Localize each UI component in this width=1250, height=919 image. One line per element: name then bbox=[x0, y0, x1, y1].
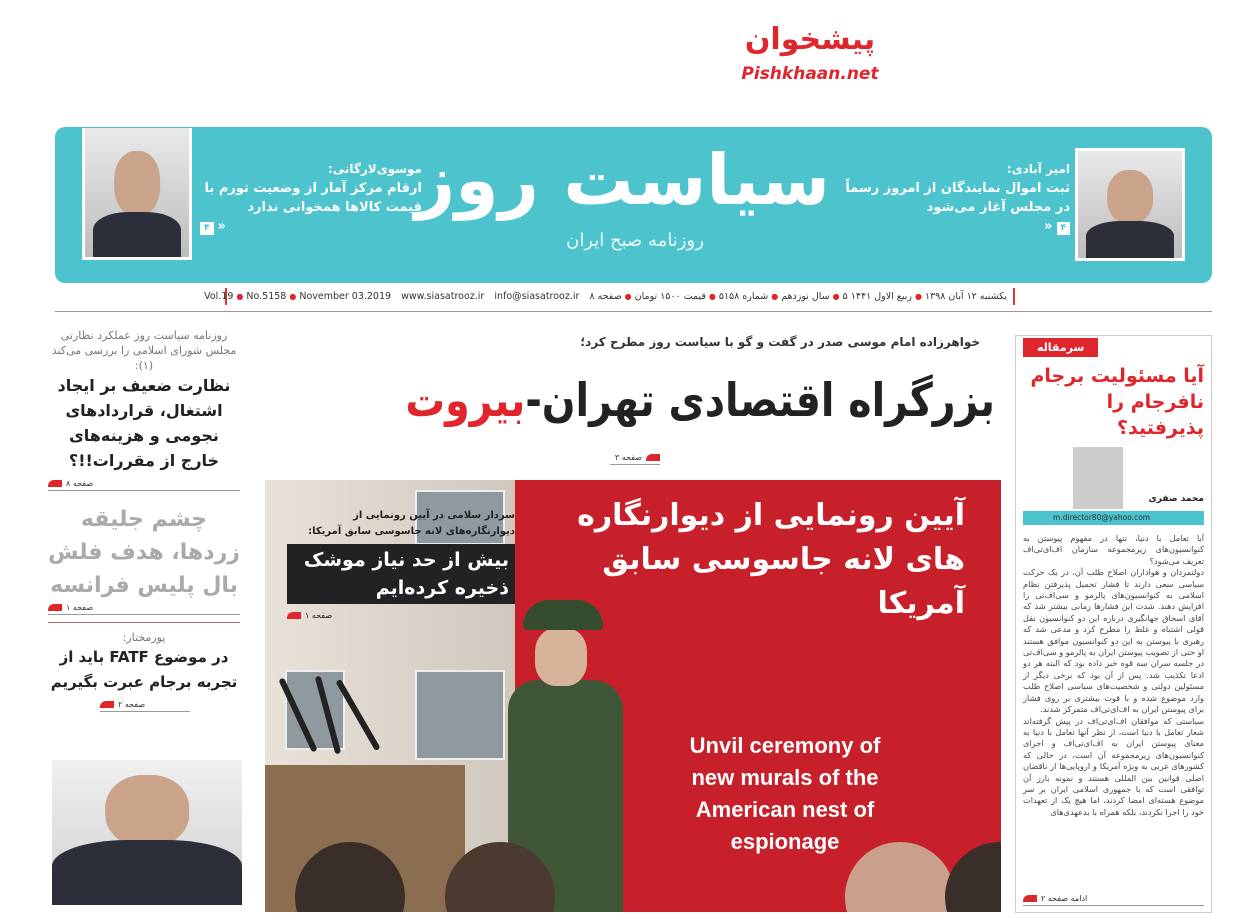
page-marker-icon bbox=[48, 604, 62, 611]
author-email: m.director80@yahoo.com bbox=[1023, 511, 1204, 525]
editorial-body bbox=[1023, 533, 1204, 889]
left-story-page bbox=[200, 220, 422, 235]
email-link[interactable]: info@siasatrooz.ir bbox=[494, 291, 580, 302]
story-title: در موضوع FATF باید از تجربه برجام عبرت بگیریم bbox=[50, 648, 238, 691]
photo-headline: بیش از حد نیاز موشک ذخیره کرده‌ایم bbox=[287, 544, 515, 604]
double-chevron-icon: « bbox=[1044, 219, 1053, 234]
pourmokhtar-photo bbox=[52, 760, 242, 905]
left-column bbox=[48, 328, 240, 712]
author-block bbox=[1023, 447, 1204, 525]
wall-text-fa: آیین رونمایی از دیوارنگاره های لانه جاسوسی سابق آمریکا bbox=[577, 498, 965, 621]
watermark-fa: پیشخوان bbox=[744, 22, 876, 57]
price: قیمت ۱۵۰۰ تومان bbox=[634, 291, 706, 302]
mousavi-photo bbox=[82, 128, 192, 260]
author-name: محمد صفری bbox=[1148, 494, 1204, 504]
headline-red: بیروت bbox=[405, 373, 526, 427]
story-title: ارقام مرکز آمار از وضعیت تورم با قیمت کالاها همخوانی ندارد bbox=[204, 181, 422, 215]
volume: Vol.19 bbox=[204, 291, 234, 302]
pishkhan-watermark bbox=[700, 18, 920, 113]
left-story-3[interactable] bbox=[48, 630, 240, 712]
date-fa: یکشنبه ۱۲ آبان ۱۳۹۸ bbox=[924, 291, 1007, 302]
headline-main: بزرگراه اقتصادی تهران- bbox=[525, 373, 995, 427]
wall-text-en: Unvil ceremony of new murals of the American nest of espionage bbox=[689, 733, 881, 854]
pages: ۸ صفحه bbox=[589, 291, 622, 302]
page-tag: ۴ bbox=[200, 222, 214, 235]
story-kicker: روزنامه سیاست روز عملکرد نظارتی مجلس شورای اسلامی را بررسی می‌کند (۱): bbox=[51, 329, 237, 372]
left-story-2[interactable] bbox=[48, 503, 240, 615]
lead-page-ref[interactable] bbox=[610, 452, 660, 465]
story-speaker: موسوی‌لارگانی: bbox=[327, 162, 422, 176]
story-title: چشم جلیقه زردها، هدف فلش بال پلیس فرانسه bbox=[48, 507, 240, 598]
continue-label: ادامه صفحه ۲ bbox=[1041, 894, 1088, 903]
watermark-en: Pishkhaan.net bbox=[741, 64, 879, 84]
lead-headline[interactable] bbox=[359, 358, 995, 442]
page-marker-icon bbox=[287, 612, 301, 619]
page-label: صفحه ۲ bbox=[118, 700, 146, 709]
masthead-title: سیاست روز bbox=[414, 139, 830, 221]
story-title: نظارت ضعیف بر ایجاد اشتغال، قراردادهای نجومی و هزینه‌های خارج از مقررات!!؟ bbox=[57, 376, 231, 470]
author-photo bbox=[1073, 447, 1123, 509]
date-hijri: ۵ ربیع الاول ۱۴۴۱ bbox=[842, 291, 912, 302]
page-label: صفحه ۳ bbox=[614, 453, 642, 462]
issue-no: No.5158 bbox=[246, 291, 287, 302]
story-kicker: پورمختار: bbox=[122, 631, 166, 644]
paragraph: آیا تعامل با دنیا، تنها در مفهوم پیوستن به کنوانسیون‌های زیرمجموعه سازمان اف‌ای‌تی‌اف تعریف می‌شود؟ bbox=[1023, 533, 1204, 566]
masthead-logo bbox=[414, 132, 830, 278]
double-chevron-icon: » bbox=[217, 219, 226, 234]
masthead-subtitle: روزنامه صبح ایران bbox=[566, 230, 704, 251]
page-tag: ۴ bbox=[1057, 222, 1071, 235]
page-label: صفحه ۱ bbox=[66, 603, 94, 612]
issue: شماره ۵۱۵۸ bbox=[718, 291, 769, 302]
website-link[interactable]: www.siasatrooz.ir bbox=[401, 291, 485, 302]
page-marker-icon bbox=[100, 701, 114, 708]
story-title: ثبت اموال نمایندگان از امروز رسماً در مجلس آغاز می‌شود bbox=[845, 181, 1070, 215]
page-label: صفحه ۸ bbox=[66, 479, 94, 488]
page-ref[interactable] bbox=[100, 699, 190, 712]
lead-kicker: خواهرزاده امام موسی صدر در گفت و گو با سیاست روز مطرح کرد؛ bbox=[580, 335, 980, 349]
page-marker-icon bbox=[646, 454, 660, 461]
divider bbox=[55, 311, 1212, 312]
lead-photo bbox=[265, 480, 1001, 912]
editorial-label: سرمقاله bbox=[1023, 338, 1098, 357]
amirabadi-photo bbox=[1075, 148, 1185, 261]
story-speaker: امیر آبادی: bbox=[1006, 162, 1070, 176]
header-right-story[interactable] bbox=[845, 160, 1070, 235]
paragraph: دولتمردان و هواداران اصلاح طلب آن، در یک حرکت سیاسی سعی دارند تا فشار تحمیل پذیرفتن نظام اسلامی به کنوانسیون‌های پالرمو و سی‌اف‌تی را افزایش دهند. شدت این فشارها زمانی بیشتر شد که آقای اسحاق جهانگیری درباره این دو کنوانسیون نقل قولی اشتباه و غلط را مطرح کرد و مدعی شد که رهبری با پیوستن به این دو کنوانسیون موافق هستند او حتی از تصویب پیوستن ایران به پالرمو و سی‌اف‌تی در جلسه سران سه قوه خبر داده بود که البته هر دو ادعا تکذیب شد. پس از آن بود که برخی دیگر از مسئولین دولتی و شخصیت‌های سیاسی اصلاح طلب وارد موضوع شده و با قوت بیشتری بر روی فشار برای پیوستن ایران به اف‌ای‌تی‌اف متمرکز شدند. bbox=[1023, 567, 1204, 715]
photo-story[interactable] bbox=[287, 508, 515, 622]
date-en: November 03.2019 bbox=[299, 291, 392, 302]
divider bbox=[48, 622, 240, 623]
left-story-1[interactable] bbox=[48, 328, 240, 491]
page-ref[interactable] bbox=[48, 602, 240, 615]
paragraph: سیاستی که موافقان اف‌ای‌تی‌اف در پیش گرفته‌اند شعار تعامل با دنیا است، از نظر آنها تعامل با دنیا به معنای پیوستن ایران به اف‌ای‌تی‌اف و اجرای کنوانسیون‌های زیرمجموعه آن است، در حالی که کشورهای غربی به ویژه آمریکا و اروپایی‌ها از ناقضان اصلی قوانین بین المللی هستند و نمونه بارز آن توافقی است که با جمهوری اسلامی ایران بر سر موضوع هسته‌ای امضا کردند، اما هیچ یک از تعهدات خود را اجرا نکردند، بلکه همراه با بدعهدی‌های bbox=[1023, 715, 1204, 817]
page-marker-icon bbox=[48, 480, 62, 487]
info-bar: یکشنبه ۱۲ آبان ۱۳۹۸ ● ۵ ربیع الاول ۱۴۴۱ ● سال نوزدهم ● شماره ۵۱۵۸ ● قیمت ۱۵۰۰ تومان ● ۸ صفحه info@siasatrooz.ir www.siasatrooz.ir November 03.2019 ● No.5158 ● Vol.19 bbox=[225, 288, 1015, 305]
continue-link[interactable] bbox=[1023, 893, 1204, 906]
year: سال نوزدهم bbox=[781, 291, 830, 302]
photo-page-ref[interactable] bbox=[287, 610, 515, 622]
header-left-story[interactable] bbox=[200, 160, 422, 235]
editorial-column bbox=[1015, 335, 1212, 913]
page-ref[interactable] bbox=[48, 478, 240, 491]
page-marker-icon bbox=[1023, 895, 1037, 902]
photo-kicker: سردار سلامی در آیین رونمایی از دیوارنگاره‌های لانه جاسوسی سابق آمریکا: bbox=[308, 510, 515, 537]
editorial-title[interactable]: آیا مسئولیت برجام نافرجام را پذیرفتید؟ bbox=[1030, 365, 1204, 439]
page-label: صفحه ۱ bbox=[305, 611, 333, 620]
